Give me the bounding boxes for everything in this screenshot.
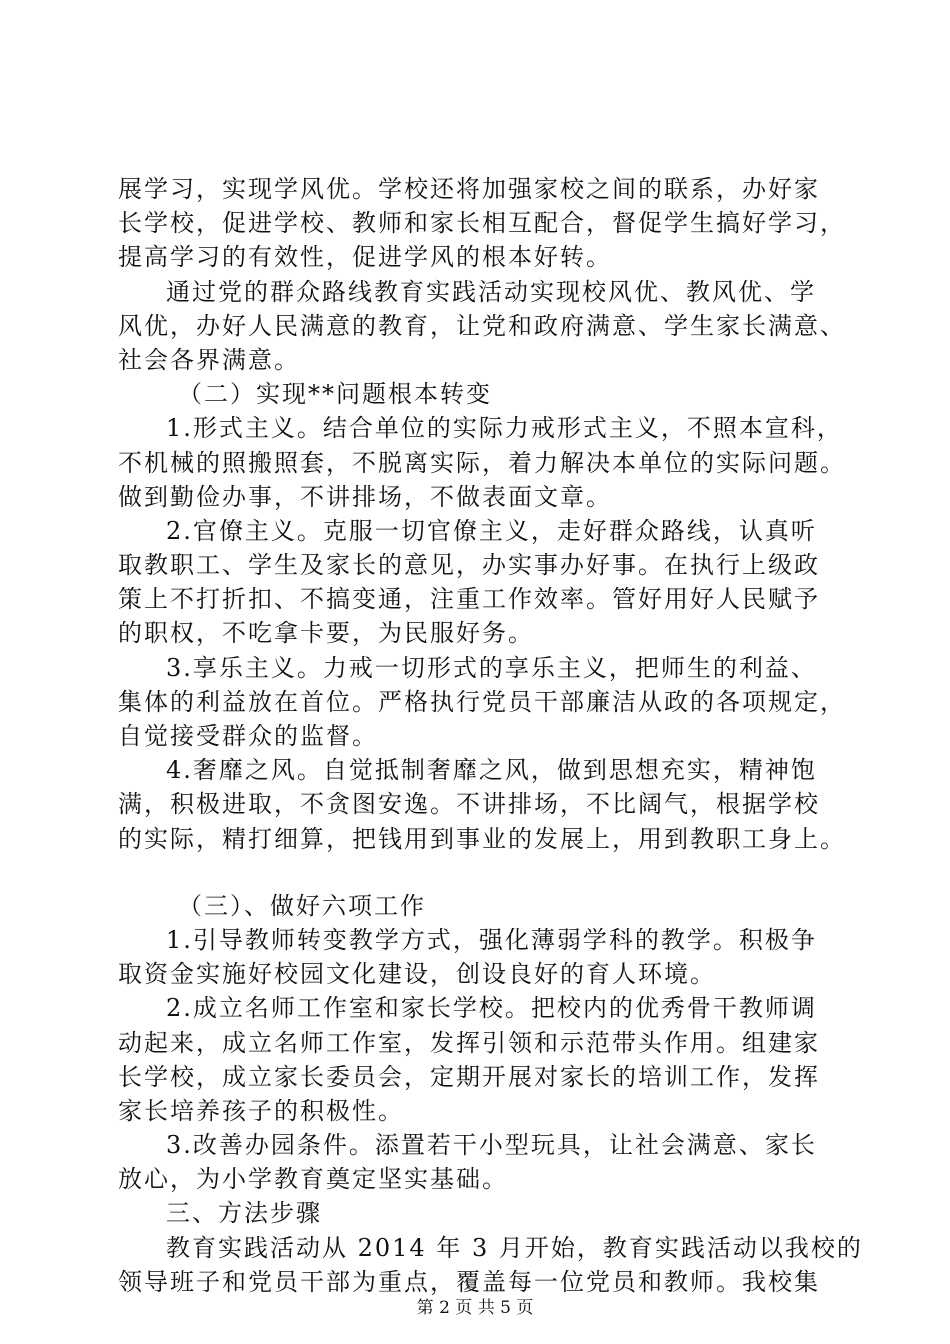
section-heading: （三）、做好六项工作 [178,891,426,920]
blank-line [118,856,853,889]
body-line: 社会各界满意。 [118,345,300,374]
body-line: 取资金实施好校园文化建设，创设良好的育人环境。 [118,960,716,989]
body-line: 领导班子和党员干部为重点，覆盖每一位党员和教师。我校集 [118,1267,820,1296]
body-line: 自觉接受群众的监督。 [118,722,378,750]
paragraph-start: 2.成立名师工作室和家长学校。把校内的优秀骨干教师调 [166,994,817,1023]
body-line: 风优，办好人民满意的教育，让党和政府满意、学生家长满意、 [118,311,846,340]
paragraph-start: 4.奢靡之风。自觉抵制奢靡之风，做到思想充实，精神饱 [166,756,817,785]
paragraph-start: 1.形式主义。结合单位的实际力戒形式主义，不照本宣科， [166,414,843,443]
paragraph-start: 2.官僚主义。克服一切官僚主义，走好群众路线，认真听 [166,516,817,545]
body-line: 取教职工、学生及家长的意见，办实事办好事。在执行上级政 [118,551,820,580]
body-line: 集体的利益放在首位。严格执行党员干部廉洁从政的各项规定， [118,687,846,716]
section-heading: 三、方法步骤 [166,1199,322,1228]
body-line: 家长培养孩子的积极性。 [118,1096,404,1125]
body-line: 动起来，成立名师工作室，发挥引领和示范带头作用。组建家 [118,1028,820,1057]
paragraph-start: 教育实践活动从 2014 年 3 月开始，教育实践活动以我校的 [166,1233,863,1262]
body-line: 策上不打折扣、不搞变通，注重工作效率。管好用好人民赋予 [118,585,820,614]
document-body [118,172,863,1299]
body-line: 的实际，精打细算，把钱用到事业的发展上，用到教职工身上。 [118,824,846,853]
body-line: 满，积极进取，不贪图安逸。不讲排场，不比阔气，根据学校 [118,790,820,819]
body-line: 不机械的照搬照套，不脱离实际，着力解决本单位的实际问题。 [118,448,846,477]
body-line: 提高学习的有效性，促进学风的根本好转。 [118,243,612,272]
section-heading: （二）实现**问题根本转变 [178,380,492,409]
body-line: 长学校，促进学校、教师和家长相互配合，督促学生搞好学习， [118,209,846,238]
body-line: 的职权，不吃拿卡要，为民服好务。 [118,619,534,648]
paragraph-start: 通过党的群众路线教育实践活动实现校风优、教风优、学 [166,277,816,306]
body-line: 展学习，实现学风优。学校还将加强家校之间的联系，办好家 [118,175,820,203]
body-line: 长学校，成立家长委员会，定期开展对家长的培训工作，发挥 [118,1062,820,1091]
paragraph-start: 3.享乐主义。力戒一切形式的享乐主义，把师生的利益、 [166,653,817,682]
paragraph-start: 1.引导教师转变教学方式，强化薄弱学科的教学。积极争 [166,925,817,954]
body-line: 做到勤俭办事，不讲排场，不做表面文章。 [118,482,612,511]
body-line: 放心，为小学教育奠定坚实基础。 [118,1165,508,1194]
page-number-footer: 第 2 页 共 5 页 [416,1298,534,1318]
paragraph-start: 3.改善办园条件。添置若干小型玩具，让社会满意、家长 [166,1131,817,1160]
